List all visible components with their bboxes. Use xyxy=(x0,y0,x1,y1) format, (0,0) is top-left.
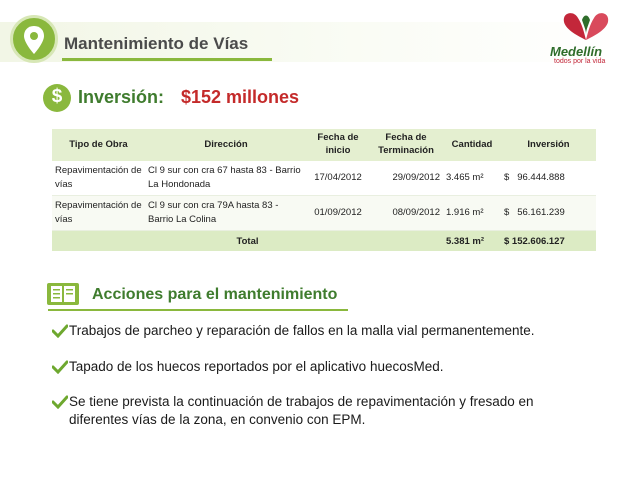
col-header-fin: Fecha de Terminación xyxy=(369,129,443,161)
page-title: Mantenimiento de Vías xyxy=(64,34,249,53)
table-total-row xyxy=(52,231,596,252)
table-row xyxy=(52,196,596,231)
checkmark-icon xyxy=(52,360,68,374)
total-cantidad: 5.381 m² xyxy=(443,231,501,252)
cell-inversion: $ 56.161.239 xyxy=(501,196,596,231)
investment-value: $152 millones xyxy=(181,87,300,107)
col-header-tipo: Tipo de Obra xyxy=(52,129,145,161)
cell-fin: 29/09/2012 xyxy=(369,161,443,196)
dollar-icon: $ xyxy=(43,84,71,112)
cell-inversion: $ 96.444.888 xyxy=(501,161,596,196)
cell-direccion: Cl 9 sur con cra 67 hasta 83 - Barrio La Hondonada xyxy=(145,161,307,196)
location-pin-icon xyxy=(10,15,58,63)
action-item: Trabajos de parcheo y reparación de fallos en la malla vial permanentemente. xyxy=(69,323,535,338)
checkmark-icon xyxy=(52,395,68,409)
cell-tipo: Repavimentación de vías xyxy=(52,196,145,231)
cell-cantidad: 3.465 m² xyxy=(443,161,501,196)
total-inversion: $ 152.606.127 xyxy=(501,231,596,252)
cell-cantidad: 1.916 m² xyxy=(443,196,501,231)
cell-tipo: Repavimentación de vías xyxy=(52,161,145,196)
title-underline xyxy=(62,58,272,61)
action-item: Se tiene prevista la continuación de trabajos de repavimentación y fresado en diferentes vías de la zona, en convenio con EPM. xyxy=(69,394,534,427)
cell-fin: 08/09/2012 xyxy=(369,196,443,231)
actions-underline xyxy=(48,309,348,311)
table-header-row xyxy=(52,129,596,161)
logo-wordmark: Medellín xyxy=(550,44,603,59)
checkmark-icon xyxy=(52,324,68,338)
col-header-inversion: Inversión xyxy=(501,129,596,161)
table-row xyxy=(52,161,596,196)
investment-label: Inversión: xyxy=(78,87,165,107)
col-header-direccion: Dirección xyxy=(145,129,307,161)
cell-direccion: Cl 9 sur con cra 79A hasta 83 - Barrio La Colina xyxy=(145,196,307,231)
works-table xyxy=(52,129,596,251)
action-item: Tapado de los huecos reportados por el aplicativo huecosMed. xyxy=(69,359,444,374)
col-header-cantidad: Cantidad xyxy=(443,129,501,161)
cell-inicio: 17/04/2012 xyxy=(307,161,369,196)
total-label: Total xyxy=(52,231,443,252)
cell-inicio: 01/09/2012 xyxy=(307,196,369,231)
book-icon xyxy=(47,283,79,305)
heart-logo-icon xyxy=(548,10,628,44)
logo-tagline: todos por la vida xyxy=(554,58,606,65)
col-header-inicio: Fecha de inicio xyxy=(307,129,369,161)
actions-title: Acciones para el mantenimiento xyxy=(92,286,338,303)
